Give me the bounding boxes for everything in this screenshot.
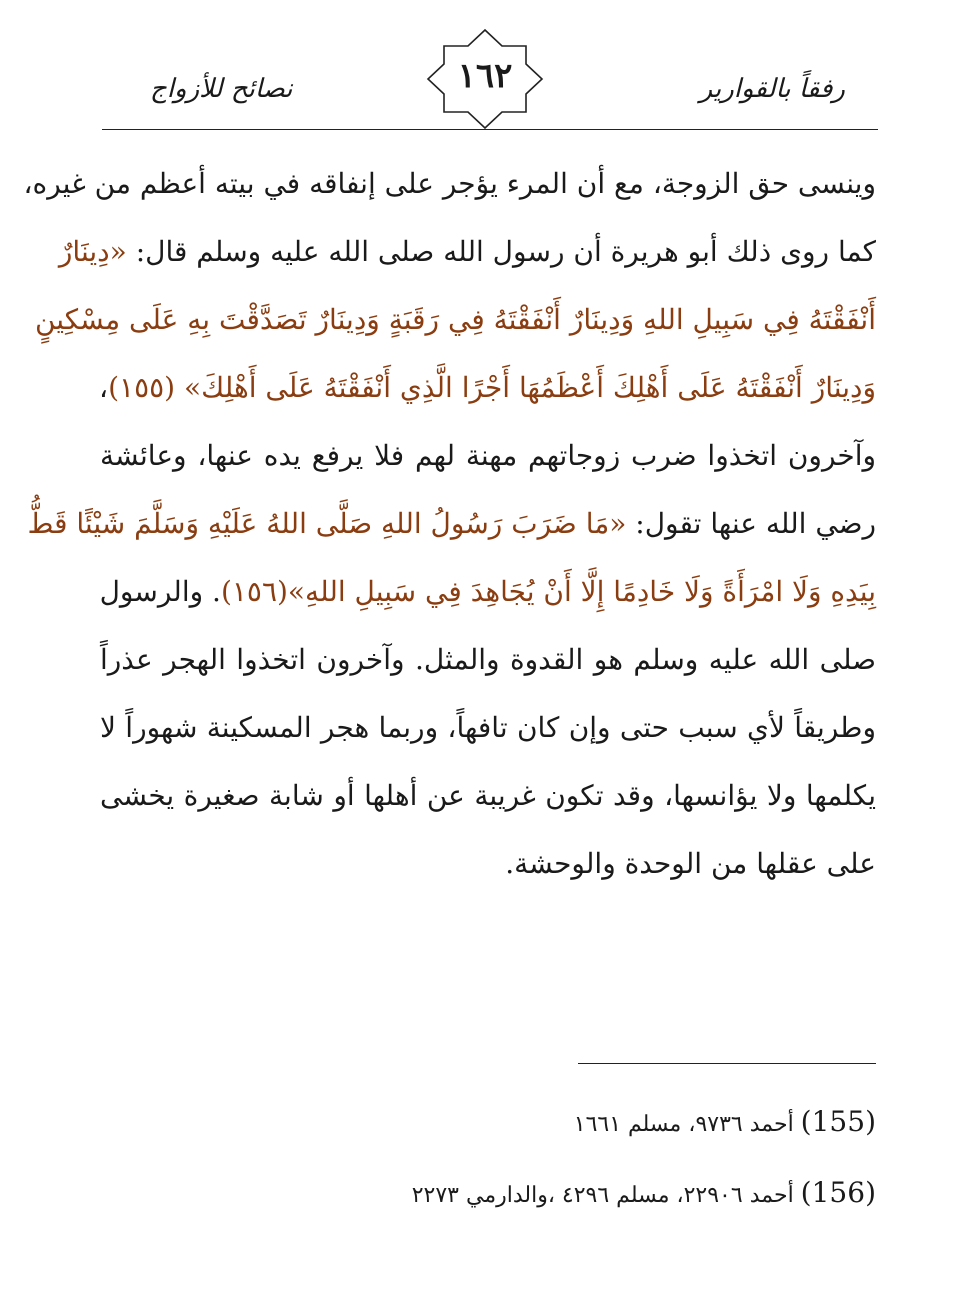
text-line: [100, 762, 876, 830]
text-line: [100, 558, 876, 626]
text-segment: وطريقاً لأي سبب حتى وإن كان تافهاً، وربما هجر المسكينة شهوراً لا: [100, 711, 876, 744]
footnote-156: [176, 1176, 876, 1209]
hadith-quote: أَنْفَقْتَهُ فِي سَبِيلِ اللهِ وَدِينَارٌ أَنْفَقْتَهُ فِي رَقَبَةٍ وَدِينَارٌ تَصَدَّقْتَ بِهِ عَلَى مِسْكِينٍ: [34, 303, 876, 336]
text-segment: يكلمها ولا يؤانسها، وقد تكون غريبة عن أهلها أو شابة صغيرة يخشى: [100, 779, 876, 812]
text-segment: ،: [99, 371, 109, 404]
text-line: [23, 150, 876, 218]
footnote-number: (155): [800, 1105, 876, 1138]
page-number: ١٦٢: [457, 56, 513, 96]
text-segment: . والرسول: [99, 575, 221, 608]
text-segment: كما روى ذلك أبو هريرة أن رسول الله صلى الله عليه وسلم قال:: [126, 235, 876, 268]
footnote-divider: [578, 1063, 876, 1064]
footnote-text: أحمد ٩٧٣٦، مسلم ١٦٦١: [573, 1112, 801, 1137]
page-number-badge: [426, 28, 544, 130]
text-line: [100, 830, 876, 898]
section-title: نصائح للأزواج: [150, 74, 293, 104]
hadith-quote: «مَا ضَرَبَ رَسُولُ اللهِ صَلَّى اللهُ عَلَيْهِ وَسَلَّمَ شَيْئًا قَطُّ: [27, 507, 627, 540]
footnote-155: [176, 1105, 876, 1138]
text-segment: رضي الله عنها تقول:: [626, 507, 876, 540]
text-segment: وآخرون اتخذوا ضرب زوجاتهم مهنة لهم فلا يرفع يده عنها، وعائشة: [100, 439, 876, 472]
text-line: [100, 626, 876, 694]
text-segment: على عقلها من الوحدة والوحشة.: [505, 847, 876, 880]
text-segment: صلى الله عليه وسلم هو القدوة والمثل. وآخرون اتخذوا الهجر عذراً: [100, 643, 876, 676]
text-line: [100, 422, 876, 490]
page-header: [0, 0, 980, 135]
hadith-quote: وَدِينَارٌ أَنْفَقْتَهُ عَلَى أَهْلِكَ أَعْظَمُهَا أَجْرًا الَّذِي أَنْفَقْتَهُ عَلَى أَهْلِكَ» (١٥٥): [108, 371, 876, 404]
text-line: [27, 490, 876, 558]
footnote-text: أحمد ٢٢٩٠٦، مسلم ٤٢٩٦ ،والدارمي ٢٢٧٣: [411, 1183, 801, 1208]
text-segment: وينسى حق الزوجة، مع أن المرء يؤجر على إنفاقه في بيته أعظم من غيره،: [23, 167, 876, 200]
text-line: [58, 218, 876, 286]
hadith-quote: «دِينَارٌ: [58, 235, 127, 268]
main-text: [23, 150, 876, 898]
header-divider: [102, 129, 878, 130]
footnote-number: (156): [800, 1176, 876, 1209]
book-title: رفقاً بالقوارير: [699, 74, 845, 104]
text-line: [100, 694, 876, 762]
hadith-quote: بِيَدِهِ وَلَا امْرَأَةً وَلَا خَادِمًا إِلَّا أَنْ يُجَاهِدَ فِي سَبِيلِ اللهِ»(١٥٦): [220, 575, 876, 608]
text-line: [34, 286, 876, 354]
text-line: [100, 354, 876, 422]
